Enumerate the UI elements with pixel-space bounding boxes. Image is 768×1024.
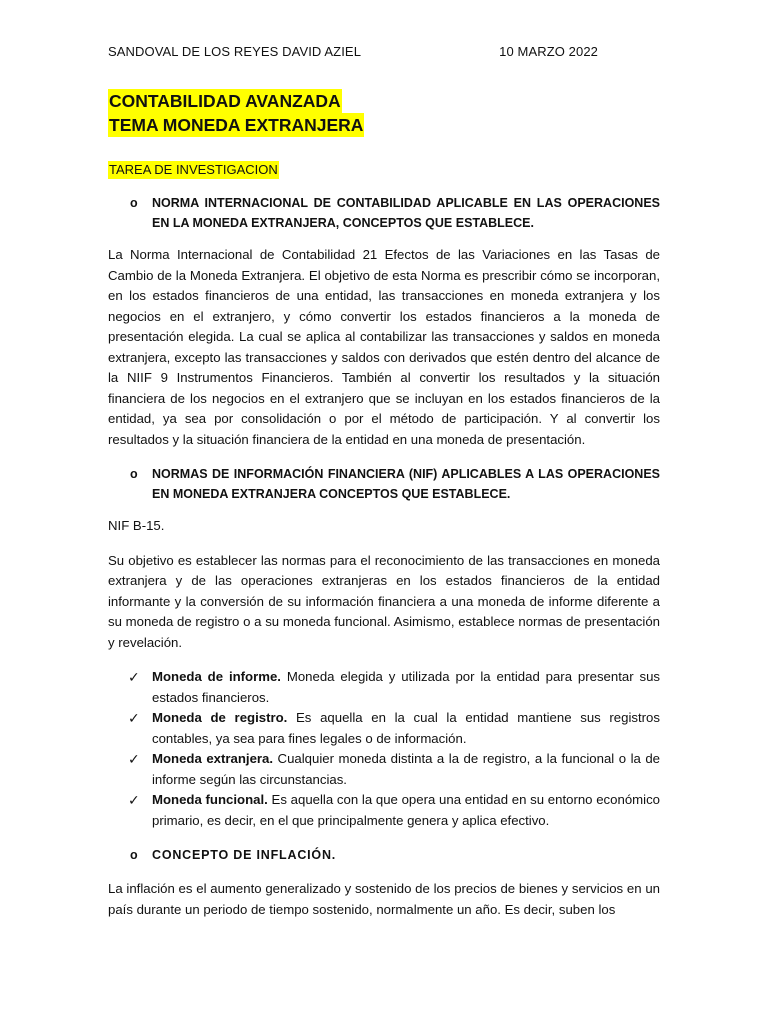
definition-text: Moneda elegida y utilizada por la entidad para presentar sus estados financieros. [152, 669, 660, 705]
checkmark-icon: ✓ [128, 710, 140, 726]
list-item [108, 749, 660, 790]
author-name: SANDOVAL DE LOS REYES DAVID AZIEL [108, 44, 362, 59]
list-item [108, 708, 660, 749]
nif-label: NIF B-15. [108, 518, 165, 533]
circle-bullet-icon: o [130, 848, 138, 862]
definitions-list [108, 667, 660, 831]
document-header [108, 44, 660, 59]
topic-title: TEMA MONEDA EXTRANJERA [109, 115, 364, 135]
circle-bullet-icon: o [130, 467, 138, 481]
section-heading-text: CONCEPTO DE INFLACIÓN. [152, 848, 337, 862]
definition-term: Moneda de informe. [152, 669, 281, 684]
document-date: 10 MARZO 2022 [499, 44, 598, 59]
definition-term: Moneda extranjera. [152, 751, 274, 766]
definition-term: Moneda funcional. [152, 792, 268, 807]
section-heading-inflation [108, 845, 660, 865]
paragraph-inflation: La inflación es el aumento generalizado y sostenido de los precios de bienes y servicios en un país durante un periodo de tiempo sostenido, normalmente un año. Es decir, suben los [108, 881, 660, 917]
list-item [108, 790, 660, 831]
section-heading-nif [108, 464, 660, 504]
section-heading-text: NORMA INTERNACIONAL DE CONTABILIDAD APLICABLE EN LAS OPERACIONES EN LA MONEDA EXTRANJERA, CONCEPTOS QUE ESTABLECE. [152, 196, 660, 230]
assignment-subtitle: TAREA DE INVESTIGACION [109, 162, 278, 177]
checkmark-icon: ✓ [128, 669, 140, 685]
course-title: CONTABILIDAD AVANZADA [109, 91, 341, 111]
definition-text: Es aquella en la cual la entidad mantiene sus registros contables, ya sea para fines legales o de información. [152, 710, 660, 746]
definition-text: Es aquella con la que opera una entidad en su entorno económico primario, es decir, en el que principalmente genera y aplica efectivo. [152, 792, 661, 828]
title-block [108, 89, 660, 137]
section-heading-nic [108, 193, 660, 233]
definition-text: Cualquier moneda distinta a la de registro, a la funcional o la de informe según las circunstancias. [152, 751, 661, 787]
paragraph-nic: La Norma Internacional de Contabilidad 21 Efectos de las Variaciones en las Tasas de Cambio de la Moneda Extranjera. El objetivo de esta Norma es prescribir cómo se incorporan, en los estados financieros de una entidad, las transacciones en moneda extranjera y los negocios en el extranjero, y cómo convertir los estados financieros a la moneda de presentación elegida. La cual se aplica al contabilizar las transacciones y saldos en moneda extranjera, excepto las transacciones y saldos con derivados que estén dentro del alcance de la NIIF 9 Instrumentos Financieros. También al convertir los resultados y la situación financiera de los negocios en el extranjero que se incluyan en los estados financieros de la entidad, ya sea por consolidación o por el método de participación. Y al convertir los resultados y la situación financiera de la entidad en una moneda de presentación. [108, 247, 660, 447]
list-item [108, 667, 660, 708]
checkmark-icon: ✓ [128, 792, 140, 808]
checkmark-icon: ✓ [128, 751, 140, 767]
section-heading-text: NORMAS DE INFORMACIÓN FINANCIERA (NIF) APLICABLES A LAS OPERACIONES EN MONEDA EXTRANJERA CONCEPTOS QUE ESTABLECE. [152, 467, 660, 501]
definition-term: Moneda de registro. [152, 710, 288, 725]
circle-bullet-icon: o [130, 196, 138, 210]
paragraph-nif: Su objetivo es establecer las normas para el reconocimiento de las transacciones en moneda extranjera y de las operaciones extranjeras en los estados financieros de la entidad informante y la conversión de su información financiera a una moneda de informe diferente a su moneda de registro o a su moneda funcional. Asimismo, establece normas de presentación y revelación. [108, 552, 660, 650]
